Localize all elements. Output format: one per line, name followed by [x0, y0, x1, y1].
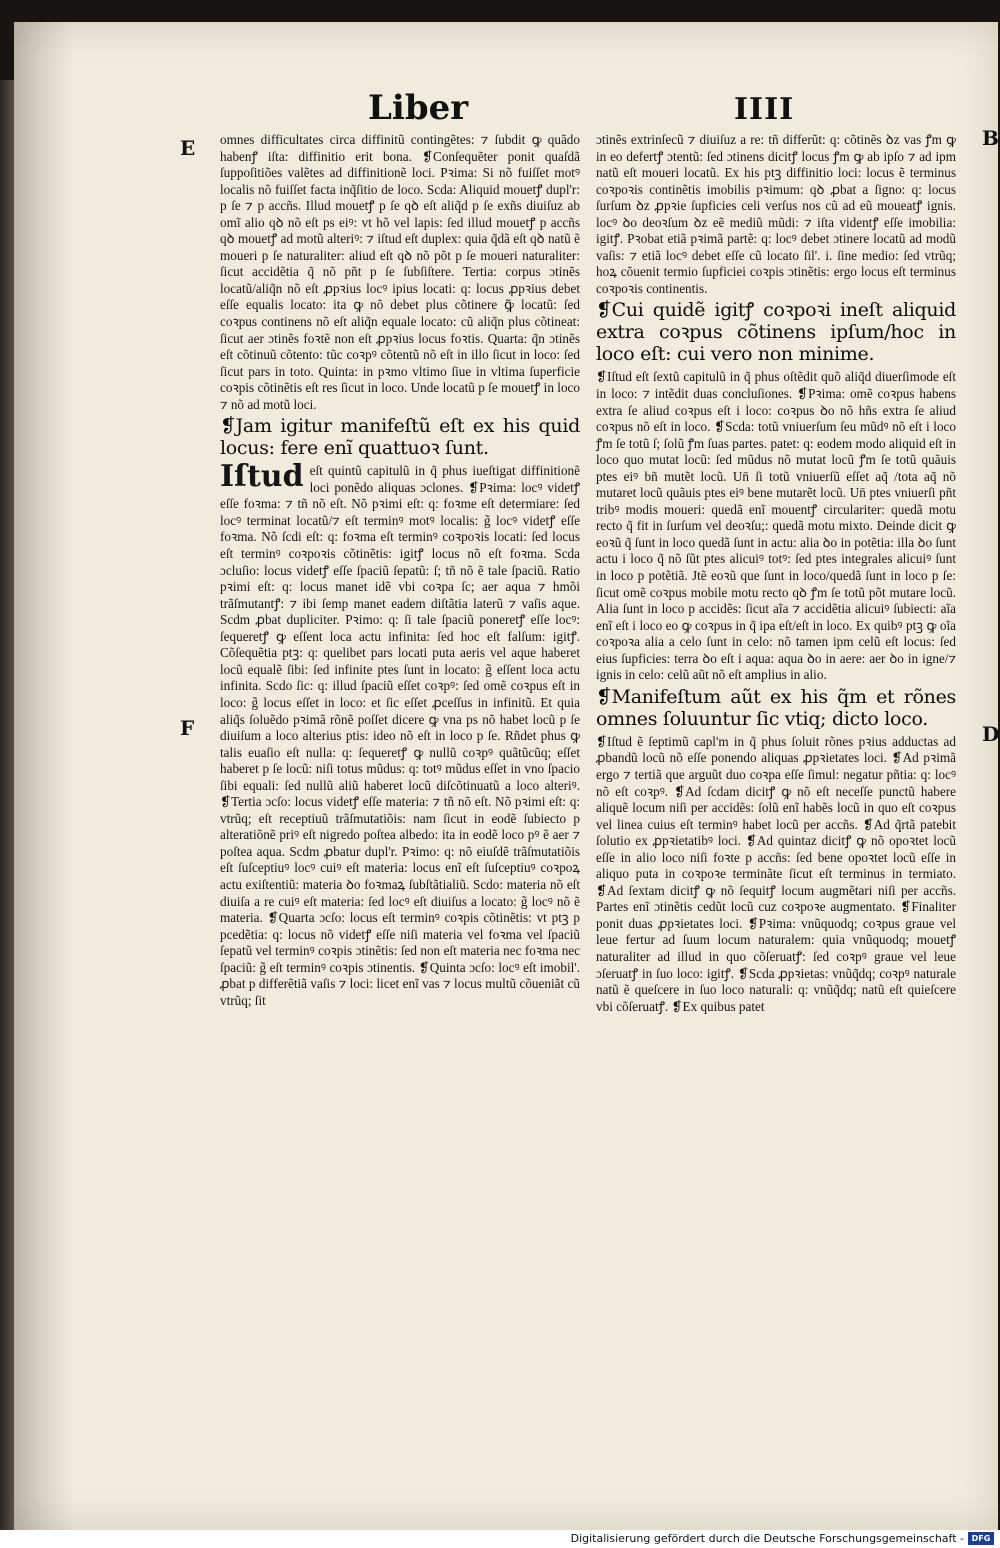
left-heading-1: ❡Jam igitur manifeſtũ eſt ex his quid locus: fere enĩ quattuoꝛ ſunt. [220, 415, 580, 460]
left-column [220, 132, 580, 1009]
running-head-right: IIII [734, 92, 795, 127]
running-head [0, 88, 1000, 128]
margin-letter-f: F [180, 716, 195, 740]
left-paragraph-2-text: eſt quintũ capitulũ in q̃ phus iueſtigat diffinitionẽ loci ponẽdo aliquas ɔclones. ❡Pꝛima: locꝰ videtꝭ eſſe foꝛma: ⁊ tñ nõ eſt. Nõ pꝛimi eſt: q: foꝛme eſt determiare: ſed locꝰ terminat locatũ/⁊ eſt terminꝰ motꝰ localis: g̃ locꝰ videtꝭ eſſe foꝛma. Nõ ſcdi eſt: q: foꝛma eſt terminꝰ coꝛpoꝛis locati: ſed locus eſt terminꝰ coꝛpoꝛis cõtinẽtis: igitꝭ locus nõ eſt foꝛma. Scda ɔcluſio: locus videtꝭ eſſe ſpaciũ ſepatũ: ſ; tñ nõ ẽ tale ſpaciũ. Ratio pꝛimi eſt: q: locus manet idẽ vbi coꝛpa ſc; aer aqua ⁊ hmõi trãſmutantꝭ: ⁊ ibi ſemp manet eadem diſtãtia laterũ ⁊ vaſis aque. Scdm ꝓbat dupliciter. Pꝛimo: q: ſi tale ſpaciũ poneretꝭ eſſe locꝰ: ſequeretꝭ ꝙ eſſent loca actu infinita: ſed hoc eſt falſum: igitꝭ. Cõſequẽtia ptꝫ: q: quelibet pars locati puta aeris vel aque haberet locũ equalẽ ſibi: ſed infinite ptes ſunt in locato: g̃ eſſent loca actu infinita. Scdo ſic: q: illud ſpaciũ eſſet coꝛpꝰ: ſed omẽ coꝛpus eſt in loco: g̃ locus eſſet in loco: et ſic eſſet ꝓceſſus in infinitũ. Et quia aliq̃s ſoluẽdo pꝛimã rõnẽ poſſet dicere ꝙ vna ps nõ habet locũ p ſe diuiſum a loco alterius ptis: ideo nõ eſt in loco p ſe. Rñdet phus ꝙ talis euaſio eſt nulla: q: ſequeretꝭ ꝙ nullũ coꝛpꝰ quãtũcũq; eſſet haberet p ſe locũ: niſi totus mũdus: q: totꝰ mũdus eſſet in vno ſpacio ſibi equali: ſed nullũ aliũ haberet locũ diſcõtinuatũ a loco alteriꝰ. ❡Tertia ɔcſo: locus videtꝭ eſſe materia: ⁊ tñ nõ eſt. Nõ pꝛimi eſt: q: vtrũq; eſt receptiuũ trãſmutatiõis: nam ſicut in eodẽ ſubiecto p alteratiõnẽ priꝰ eſt nigredo poſtea albedo: ita in eodẽ loco pꝰ ẽ aer ⁊ poſtea aqua. Scdm ꝓbatur dupl'r. Pꝛimo: q: nõ eiuſdẽ trãſmutatiõis eſt ſuſceptiuꝰ locꝰ cuiꝰ eſt materia: locus enĩ eſt ſuſceptiuꝰ coꝛpoꝝ actu exiſtentiũ: materia ꝺo foꝛmaꝝ ſubſtãtialiũ. Scdo: materia nõ eſt diuiſa a re cuiꝰ eſt materia: ſed locꝰ eſt diuiſus a locato: g̃ locꝰ nõ ẽ materia. ❡Quarta ɔcſo: locus eſt terminꝰ coꝛpis cõtinẽtis: vt ptꝫ p pcedẽtia: q: locus nõ videtꝭ eſſe niſi materia vel foꝛma vel ſpaciũ ſepatũ vel terminꝰ coꝛpis ɔtinẽtis: ſed non eſt materia nec foꝛma nec ſpaciũ: g̃ eſt terminꝰ coꝛpis ɔtinentis. ❡Quinta ɔcſo: locꝰ eſt imobil'. ꝓbat p differẽtiã vaſis ⁊ loci: licet enĩ vas ⁊ locus multũ cõueniãt cũ vtrũq; ſit [220, 463, 580, 1008]
right-paragraph-3: ❡Iſtud ẽ ſeptimũ capl'm in q̃ phus ſoluit rõnes pꝛius adductas ad ꝓbandũ locũ nõ eſſe ponendo aliquas ꝓpꝛietates loci. ❡Ad pꝛimã ergo ⁊ tertiã que arguũt duo coꝛpa eſſe ſimul: negatur pñtia: q: locꝰ nõ eſt coꝛpꝰ. ❡Ad ſcdam dicitꝭ ꝙ nõ eſt neceſſe punctũ habere aliquẽ locum niſi per accidẽs: ſolũ enĩ habẽs locũ in quo eſt coꝛpus vel linea cuius eſt terminꝰ habet locũ per accñs. ❡Ad q̃rtã patebit ſolutio ex ꝓpꝛietatibꝰ loci. ❡Ad quintaz dicitꝭ ꝙ nõ opoꝛtet locũ eſſe in alio loco niſi foꝛte p accñs: ſed bene opoꝛtet locũ eſſe in aliquo puta in coꝛpoꝛe terminãte ſicut eſt terminus in termiato. ❡Ad ſextam dicitꝭ ꝙ nõ ſequitꝭ locum augmẽtari niſi per accñs. Partes enĩ ɔtinẽtis cedũt locũ cuz coꝛpoꝛe augmentato. ❡Finaliter ponit duas ꝓpꝛietates loci. ❡Pꝛima: vnũquodq; coꝛpus graue vel leue fertur ad ſuum locum naturalem: quia vnũquodq; mouetꝭ naturaliter ad illud in quo cõſeruatꝭ: ſed coꝛpꝰ graue vel leue ɔſeruatꝭ in ſuo loco: igitꝭ. ❡Scda ꝓpꝛietas: vnũq̃dq; coꝛpꝰ naturale natũ ẽ queſcere in ſuo loco naturali: q: vnũq̃dq; natũ eſt quieſcere vbi cõſeruatꝭ. ❡Ex quibus patet [596, 733, 956, 1014]
margin-letter-d: D [982, 722, 1000, 746]
right-heading-1: ❡Cui quidẽ igitꝭ coꝛpoꝛi ineſt aliquid extra coꝛpus cõtinens ipſum/hoc in loco eſt: cui vero non minime. [596, 299, 956, 366]
left-paragraph-2 [220, 459, 580, 1009]
right-paragraph-1: ɔtinẽs extrinſecũ ⁊ diuiſuz a re: tñ differũt: q: cõtinẽs ꝺz vas ꝭm ꝙ in eo defertꝭ ɔtentũ: ſed ɔtinens dicitꝭ locus ꝭm ꝙ ab ipſo ⁊ ad ipm natũ eſt moueri locatũ. Ex his ptꝫ diffinitio loci: locus ẽ terminus coꝛpoꝛis continẽtis imobilis pꝛimum: qꝺ ꝓbat a ſigno: q: locus ſurſum ꝺz ꝓpꝛie ſupficies celi verſus nos cũ ad eũ moueatꝭ ignis. locꝰ ꝺo deoꝛſum ꝺz eẽ mediũ mũdi: ⁊ iſta videntꝭ eſſe imobilia: igitꝭ. Pꝛobat etiã pꝛimã partẽ: q: locꝰ debet ɔtinere locatũ ad modũ vaſis: ⁊ etiã locꝰ debet eſſe cũ locato ſil'. i. ſine medio: ſed vtrũq; hoꝝ cõuenit termio ſupficiei coꝛpis ɔtinẽtis: ergo locus eſt terminus coꝛpoꝛis continentis. [596, 132, 956, 296]
right-paragraph-2: ❡Iſtud eſt ſextũ capitulũ in q̃ phus oſtẽdit quõ aliq̃d diuerſimode eſt in loco: ⁊ intẽdit duas concluſiones. ❡Pꝛima: omẽ coꝛpus habens extra ſe aliud coꝛpus eſt i loco: coꝛpus ꝺo nõ hñs extra ſe aliud coꝛpus nõ eſt in loco. ❡Scda: totũ vniuerſum ſeu mũdꝰ nõ eſt i loco ꝭm ſe totũ ſ; ſolũ ꝭm ſuas partes. patet: q: eodem modo aliquid eſt in loco quo mutat locũ: ſed mũdus nõ mutat locũ ꝭm ſe totũ quãuis ptes eiꝰ bñ mutẽt locũ. Un̄ ſi totũ vniuerſũ eſſet aq̃ /tota aq̃ nõ mutaret locũ quãuis ptes eiꝰ bene mutarẽt locũ. Un̄ ptes vniuerſi pñt tribꝰ modis moueri: quedã enĩ mouentꝭ circulariter: quedã motu recto q̃ fit in ſurſum vel deoꝛſu;: quedã motu mixto. Deinde dicit ꝙ eoꝛũ q̃ ſunt in loco quedã ſunt in actu: alia ꝺo in potẽtia: illa ꝺo ſunt actu i loco q̃ nõ ſũt ptes alicuiꝰ totꝰ: ſed ptes integrales alicuiꝰ ſunt in loco p potẽtiã. Jtẽ eoꝛũ que ſunt in loco/quedã ſunt in loco p ſe: ſicut omẽ coꝛpus mobile motu recto qꝺ ꝭm ſe totũ põt mutare locũ. Alia ſunt in loco p accidẽs: ſicut aĩa ⁊ accidẽtia alicuiꝰ ſubiecti: aĩa enĩ eſt i loco eo ꝙ coꝛpus in q̃ ipa eſt/eſt in loco. Ex quibꝰ ptꝫ ꝙ oĩa coꝛpoꝛa alia a celo ſunt in celo: nõ tamen ipm celũ eſt locus: ſed eius ſupficies: terra ꝺo eſt i aqua: aqua ꝺo in aere: aer ꝺo in igne/⁊ ignis in celo: celũ aũt nõ eſt amplius in alio. [596, 369, 956, 683]
drop-cap: Iſtud [220, 459, 304, 495]
footer-credit: Digitalisierung gefördert durch die Deutsche Forschungsgemeinschaft - [570, 1532, 964, 1545]
margin-letter-e: E [180, 136, 196, 160]
footer-bar [0, 1530, 1000, 1548]
dfg-logo: DFG [968, 1532, 994, 1545]
running-head-left: Liber [368, 88, 469, 128]
margin-letter-b: B [982, 126, 999, 150]
left-paragraph-1: omnes difficultates circa diffinitũ contingẽtes: ⁊ ſubdit ꝙ quãdo habenꝭ iſta: diffinitio erit bona. ❡Conſequẽter ponit quaſdã ſuppoſitiões valẽtes ad diffinitionẽ loci. Pꝛima: Si nõ fuiſſet motꝰ localis nõ fuiſſet facta inq̃ſitio de loco. Scda: Aliquid mouetꝭ dupl'r: p ſe ⁊ p accñs. Illud mouetꝭ p ſe qꝺ eſt aliq̃d p ſe exñs diuiſuz ab omĩ alio qꝺ nõ eſt ps eiꝰ: vt hõ vel lapis: ſed illud mouetꝭ p accñs qꝺ mouetꝭ ad motũ alteriꝰ: ⁊ iſtud eſt duplex: quia q̃dã eſt qꝺ natũ ẽ moueri p ſe naturaliter: aliud eſt qꝺ nõ põt p ſe moueri naturaliter: ſicut accidẽtia q̃ nõ pñt p ſe ſubſiſtere. Tertia: corpus ɔtinẽs locatũ/aliq̃n nõ eſt ꝓpꝛius locꝰ ipius locati: q: locus ꝓpꝛius debet eſſe equalis locato: ita ꝙ nõ debet plus cõtinere ꝙ̃ locatũ: ſed coꝛpus continens nõ eſt aliq̃n equale locato: cũ aliq̃n plus cõtineat: ſicut aer ɔtinẽs foꝛtẽ non eſt ꝓpꝛius locus foꝛtis. Quarta: q̃n ɔtinẽs eſt cõtinuũ cõtento: tũc coꝛpꝰ cõtentũ nõ eſt in illo ſicut in loco: ſed ſicut pars in toto. Quinta: in pꝛmo vltimo ſiue in vltima ſuperficie coꝛpis cõtinẽtis eſt res ſicut in loco. Unde locatũ p ſe mouetꝭ in loco ⁊ nõ ad motũ loci. [220, 132, 580, 412]
right-column [596, 132, 956, 1015]
page-gutter-shadow [14, 22, 74, 1530]
right-heading-2: ❡Manifeſtum aũt ex his q̃m et rõnes omnes ſoluuntur ſic vtiq; dicto loco. [596, 685, 956, 730]
